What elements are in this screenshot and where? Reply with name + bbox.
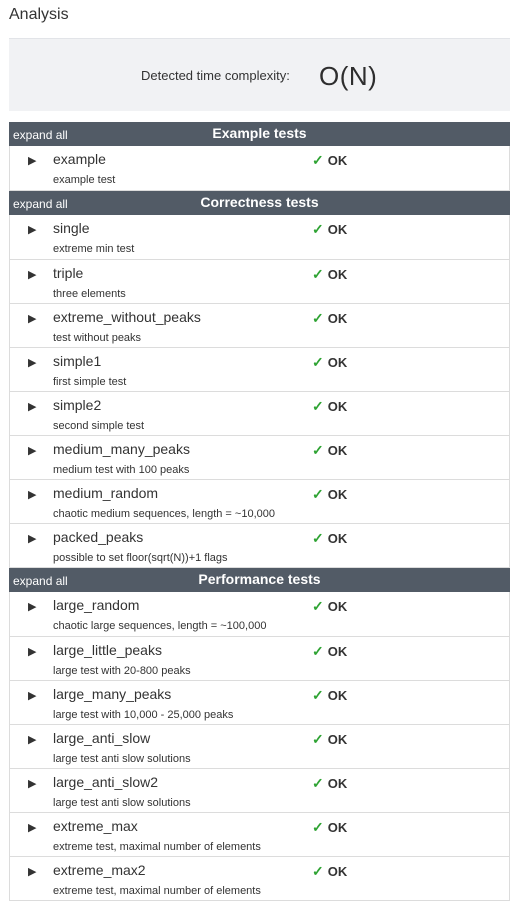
test-name: packed_peaks — [53, 529, 144, 545]
status-label: OK — [327, 820, 348, 835]
test-description: test without peaks — [53, 332, 142, 344]
test-name: triple — [53, 265, 84, 281]
test-name: extreme_without_peaks — [53, 309, 201, 325]
status-label: OK — [327, 644, 348, 659]
test-status — [312, 442, 347, 459]
play-triangle-icon[interactable]: ▶ — [28, 734, 37, 746]
test-row[interactable] — [9, 857, 510, 901]
status-label: OK — [327, 153, 348, 168]
test-description: example test — [53, 174, 116, 186]
test-group-header — [9, 122, 510, 146]
test-description: large test with 20-800 peaks — [53, 665, 191, 677]
test-description: extreme test, maximal number of elements — [53, 885, 261, 897]
status-label: OK — [327, 399, 348, 414]
check-icon: ✓ — [312, 221, 324, 237]
test-name: simple2 — [53, 397, 102, 413]
expand-all-link[interactable]: expand all — [13, 574, 68, 588]
status-label: OK — [327, 443, 348, 458]
play-triangle-icon[interactable]: ▶ — [28, 866, 37, 878]
test-description: medium test with 100 peaks — [53, 464, 190, 476]
status-label: OK — [327, 531, 348, 546]
play-triangle-icon[interactable]: ▶ — [28, 313, 37, 325]
test-status — [312, 266, 347, 283]
test-description: second simple test — [53, 420, 145, 432]
test-description: possible to set floor(sqrt(N))+1 flags — [53, 552, 228, 564]
test-description: large test anti slow solutions — [53, 753, 191, 765]
test-name: medium_random — [53, 485, 159, 501]
check-icon: ✓ — [312, 152, 324, 168]
test-row[interactable] — [9, 392, 510, 436]
page-title: Analysis — [9, 6, 69, 23]
test-status — [312, 152, 347, 169]
test-group-title: Example tests — [212, 125, 307, 141]
check-icon: ✓ — [312, 687, 324, 703]
status-label: OK — [327, 599, 348, 614]
expand-all-link[interactable]: expand all — [13, 128, 68, 142]
test-name: simple1 — [53, 353, 102, 369]
check-icon: ✓ — [312, 310, 324, 326]
check-icon: ✓ — [312, 398, 324, 414]
test-status — [312, 530, 347, 547]
test-row[interactable] — [9, 769, 510, 813]
check-icon: ✓ — [312, 486, 324, 502]
test-row[interactable] — [9, 524, 510, 568]
test-group-title: Correctness tests — [200, 194, 319, 210]
status-label: OK — [327, 487, 348, 502]
test-status — [312, 643, 347, 660]
play-triangle-icon[interactable]: ▶ — [28, 533, 37, 545]
test-description: large test anti slow solutions — [53, 797, 191, 809]
test-description: large test with 10,000 - 25,000 peaks — [53, 709, 234, 721]
play-triangle-icon[interactable]: ▶ — [28, 269, 37, 281]
test-name: large_anti_slow — [53, 730, 151, 746]
test-status — [312, 221, 347, 238]
status-label: OK — [327, 311, 348, 326]
test-row[interactable] — [9, 480, 510, 524]
test-row[interactable] — [9, 215, 510, 260]
check-icon: ✓ — [312, 442, 324, 458]
complexity-label: Detected time complexity: — [141, 68, 290, 83]
test-status — [312, 731, 347, 748]
test-row[interactable] — [9, 592, 510, 637]
test-status — [312, 310, 347, 327]
test-status — [312, 687, 347, 704]
test-row[interactable] — [9, 637, 510, 681]
test-name: large_little_peaks — [53, 642, 162, 658]
check-icon: ✓ — [312, 354, 324, 370]
status-label: OK — [327, 776, 348, 791]
status-label: OK — [327, 864, 348, 879]
test-row[interactable] — [9, 304, 510, 348]
check-icon: ✓ — [312, 819, 324, 835]
check-icon: ✓ — [312, 643, 324, 659]
test-description: extreme test, maximal number of elements — [53, 841, 261, 853]
check-icon: ✓ — [312, 863, 324, 879]
status-label: OK — [327, 222, 348, 237]
test-status — [312, 486, 347, 503]
test-status — [312, 598, 347, 615]
test-row[interactable] — [9, 725, 510, 769]
test-row[interactable] — [9, 436, 510, 480]
test-group-header — [9, 568, 510, 592]
test-name: example — [53, 151, 106, 167]
play-triangle-icon[interactable]: ▶ — [28, 822, 37, 834]
play-triangle-icon[interactable]: ▶ — [28, 357, 37, 369]
status-label: OK — [327, 267, 348, 282]
play-triangle-icon[interactable]: ▶ — [28, 224, 37, 236]
status-label: OK — [327, 732, 348, 747]
test-status — [312, 775, 347, 792]
status-label: OK — [327, 355, 348, 370]
test-name: extreme_max — [53, 818, 138, 834]
test-name: large_random — [53, 597, 140, 613]
test-name: large_many_peaks — [53, 686, 172, 702]
test-group-header — [9, 191, 510, 215]
test-group-title: Performance tests — [198, 571, 321, 587]
check-icon: ✓ — [312, 530, 324, 546]
expand-all-link[interactable]: expand all — [13, 197, 68, 211]
play-triangle-icon[interactable]: ▶ — [28, 489, 37, 501]
test-description: chaotic medium sequences, length = ~10,000 — [53, 508, 275, 520]
test-results — [9, 122, 510, 901]
test-name: large_anti_slow2 — [53, 774, 159, 790]
test-row[interactable] — [9, 348, 510, 392]
test-row[interactable] — [9, 260, 510, 304]
check-icon: ✓ — [312, 266, 324, 282]
test-row[interactable] — [9, 146, 510, 191]
test-description: extreme min test — [53, 243, 135, 255]
test-status — [312, 354, 347, 371]
check-icon: ✓ — [312, 731, 324, 747]
test-description: chaotic large sequences, length = ~100,000 — [53, 620, 267, 632]
play-triangle-icon[interactable]: ▶ — [28, 646, 37, 658]
play-triangle-icon[interactable]: ▶ — [28, 401, 37, 413]
play-triangle-icon[interactable]: ▶ — [28, 690, 37, 702]
test-row[interactable] — [9, 681, 510, 725]
play-triangle-icon[interactable]: ▶ — [28, 155, 37, 167]
check-icon: ✓ — [312, 775, 324, 791]
test-status — [312, 863, 347, 880]
test-status — [312, 398, 347, 415]
test-name: extreme_max2 — [53, 862, 146, 878]
play-triangle-icon[interactable]: ▶ — [28, 601, 37, 613]
test-name: single — [53, 220, 90, 236]
test-description: three elements — [53, 288, 126, 300]
test-name: medium_many_peaks — [53, 441, 190, 457]
status-label: OK — [327, 688, 348, 703]
play-triangle-icon[interactable]: ▶ — [28, 445, 37, 457]
test-row[interactable] — [9, 813, 510, 857]
check-icon: ✓ — [312, 598, 324, 614]
complexity-value: O(N) — [319, 61, 378, 91]
play-triangle-icon[interactable]: ▶ — [28, 778, 37, 790]
test-description: first simple test — [53, 376, 127, 388]
complexity-panel — [9, 38, 510, 111]
test-status — [312, 819, 347, 836]
